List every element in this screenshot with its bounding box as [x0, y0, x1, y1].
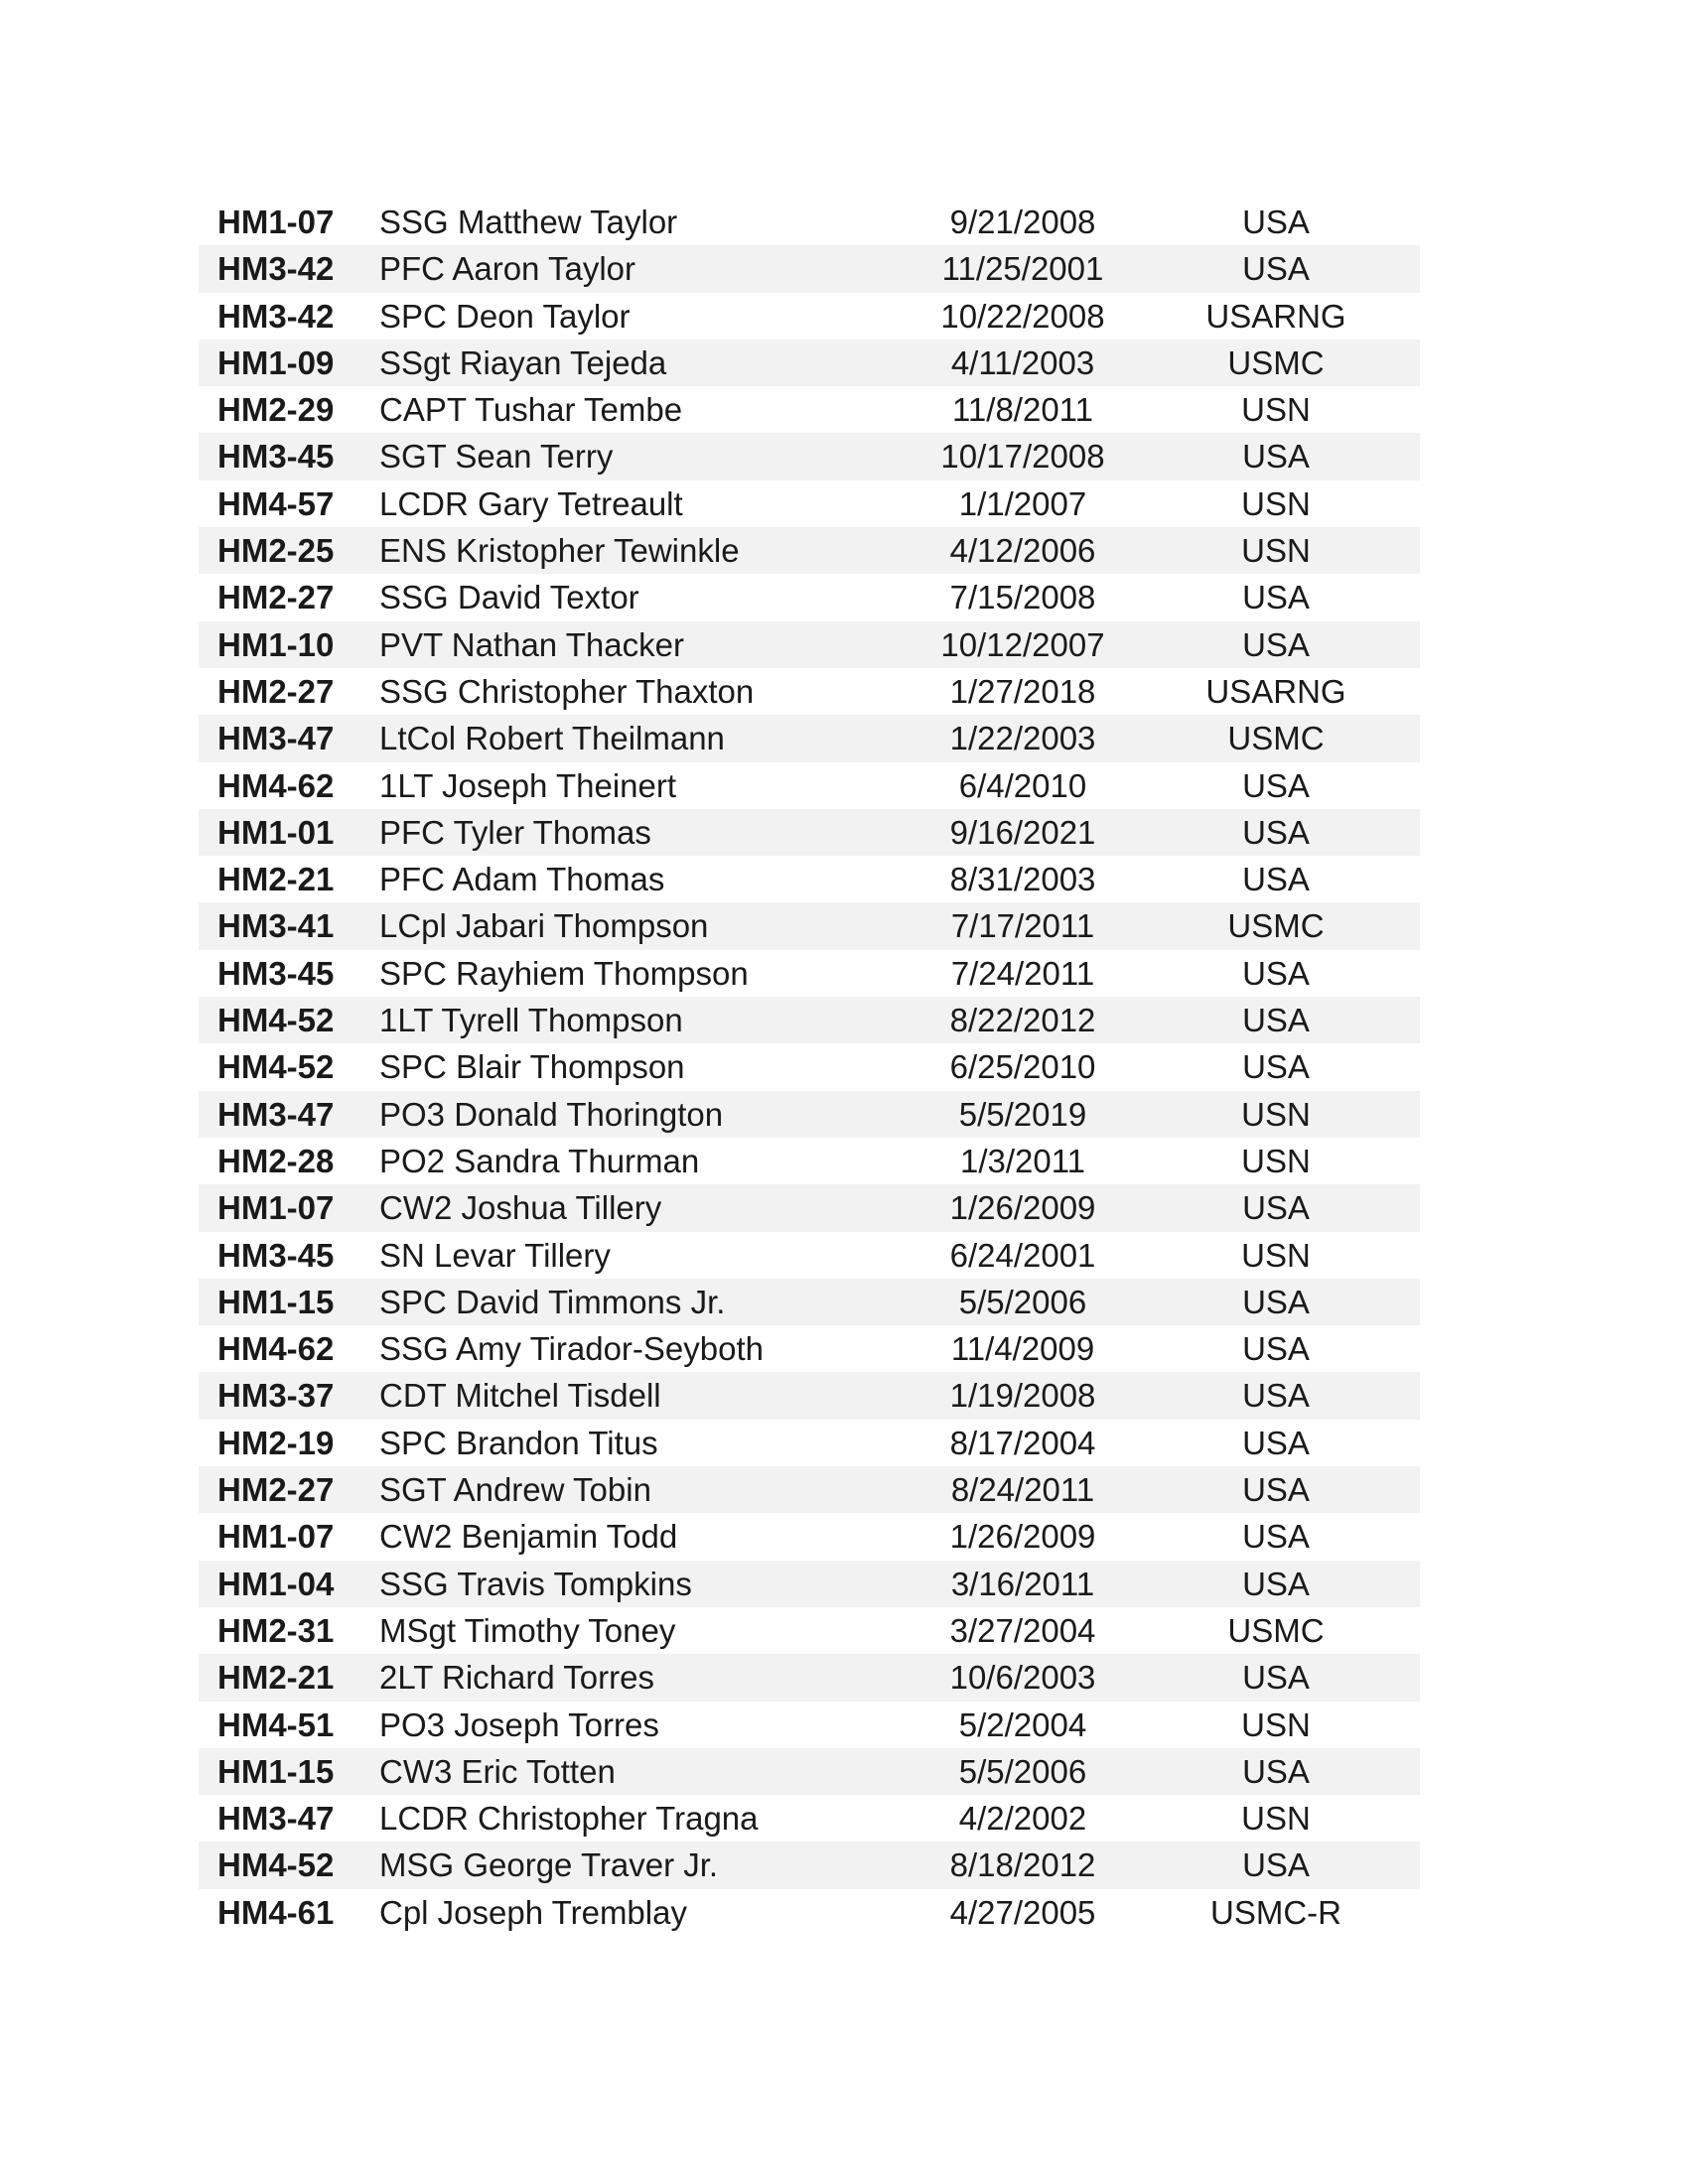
date-of-death: 6/24/2001: [949, 1236, 1096, 1274]
memorial-code: HM2-29: [217, 391, 335, 429]
service-branch: USMC-R: [1210, 1893, 1341, 1931]
honoree-name: PFC Tyler Thomas: [379, 813, 651, 851]
table-row: [199, 1184, 1420, 1231]
service-branch: USN: [1241, 532, 1311, 570]
memorial-code: HM4-62: [217, 766, 335, 804]
service-branch: USA: [1242, 861, 1310, 898]
table-row: [199, 1842, 1420, 1888]
service-branch: USA: [1242, 954, 1310, 992]
memorial-code: HM1-01: [217, 813, 335, 851]
table-row: [199, 997, 1420, 1043]
table-row: [199, 1513, 1420, 1560]
honoree-name: PO3 Donald Thorington: [379, 1095, 724, 1133]
service-branch: USA: [1242, 1565, 1310, 1602]
memorial-code: HM4-51: [217, 1706, 335, 1743]
date-of-death: 8/18/2012: [949, 1846, 1096, 1884]
honoree-name: MSgt Timothy Toney: [379, 1611, 676, 1649]
service-branch: USN: [1241, 1236, 1311, 1274]
memorial-code: HM3-47: [217, 1095, 335, 1133]
date-of-death: 4/2/2002: [958, 1800, 1087, 1838]
table-row: [199, 433, 1420, 479]
honoree-name: CW3 Eric Totten: [379, 1752, 616, 1790]
date-of-death: 5/5/2006: [958, 1283, 1087, 1320]
honoree-name: LCDR Gary Tetreault: [379, 484, 683, 522]
memorial-code: HM3-45: [217, 954, 335, 992]
date-of-death: 11/4/2009: [950, 1330, 1095, 1368]
table-row: [199, 386, 1420, 433]
service-branch: USA: [1242, 1189, 1310, 1227]
service-branch: USA: [1242, 438, 1310, 476]
memorial-code: HM4-57: [217, 484, 335, 522]
honoree-name: SN Levar Tillery: [379, 1236, 611, 1274]
honoree-name: Cpl Joseph Tremblay: [379, 1893, 687, 1931]
service-branch: USMC: [1227, 343, 1325, 381]
date-of-death: 4/11/2003: [950, 343, 1095, 381]
service-branch: USA: [1242, 1330, 1310, 1368]
memorial-code: HM4-52: [217, 1002, 335, 1039]
honoree-name: PO3 Joseph Torres: [379, 1706, 659, 1743]
service-branch: USMC: [1227, 907, 1325, 945]
date-of-death: 4/12/2006: [949, 532, 1096, 570]
table-row: [199, 1561, 1420, 1607]
table-row: [199, 1138, 1420, 1184]
service-branch: USA: [1242, 1846, 1310, 1884]
table-row: [199, 574, 1420, 620]
service-branch: USA: [1242, 766, 1310, 804]
table-row: [199, 245, 1420, 292]
honoree-name: ENS Kristopher Tewinkle: [379, 532, 740, 570]
date-of-death: 6/4/2010: [958, 766, 1087, 804]
honoree-name: LCpl Jabari Thompson: [379, 907, 709, 945]
honoree-name: SPC David Timmons Jr.: [379, 1283, 726, 1320]
memorial-code: HM2-25: [217, 532, 335, 570]
memorial-code: HM1-07: [217, 1189, 335, 1227]
memorial-code: HM1-15: [217, 1752, 335, 1790]
memorial-code: HM2-27: [217, 1471, 335, 1509]
date-of-death: 7/17/2011: [950, 907, 1095, 945]
honoree-name: PVT Nathan Thacker: [379, 625, 684, 663]
memorial-code: HM1-07: [217, 204, 335, 240]
roster-table: [199, 199, 1420, 1936]
date-of-death: 11/25/2001: [941, 250, 1104, 288]
memorial-code: HM2-27: [217, 579, 335, 616]
service-branch: USMC: [1227, 1611, 1325, 1649]
memorial-code: HM4-61: [217, 1893, 335, 1931]
date-of-death: 8/17/2004: [949, 1424, 1096, 1461]
table-row: [199, 1043, 1420, 1090]
table-row: [199, 1748, 1420, 1795]
date-of-death: 5/5/2006: [958, 1752, 1087, 1790]
memorial-code: HM4-52: [217, 1846, 335, 1884]
memorial-code: HM3-45: [217, 1236, 335, 1274]
date-of-death: 7/15/2008: [949, 579, 1096, 616]
service-branch: USMC: [1227, 720, 1325, 757]
table-row: [199, 1795, 1420, 1842]
date-of-death: 1/3/2011: [959, 1142, 1085, 1179]
memorial-code: HM2-21: [217, 1659, 335, 1697]
date-of-death: 4/27/2005: [949, 1893, 1096, 1931]
table-row: [199, 621, 1420, 668]
memorial-code: HM1-04: [217, 1565, 335, 1602]
memorial-code: HM1-10: [217, 625, 335, 663]
date-of-death: 1/27/2018: [949, 672, 1096, 710]
service-branch: USA: [1242, 1048, 1310, 1086]
service-branch: USA: [1242, 1518, 1310, 1556]
honoree-name: PFC Aaron Taylor: [379, 250, 636, 288]
service-branch: USA: [1242, 1752, 1310, 1790]
date-of-death: 1/26/2009: [949, 1518, 1096, 1556]
honoree-name: 2LT Richard Torres: [379, 1659, 654, 1697]
table-row: [199, 668, 1420, 715]
honoree-name: SPC Deon Taylor: [379, 297, 631, 335]
table-row: [199, 950, 1420, 997]
table-row: [199, 1607, 1420, 1654]
honoree-name: SGT Andrew Tobin: [379, 1471, 651, 1509]
service-branch: USA: [1242, 579, 1310, 616]
table-row: [199, 1654, 1420, 1701]
table-row: [199, 1702, 1420, 1748]
table-row: [199, 527, 1420, 574]
honoree-name: LtCol Robert Theilmann: [379, 720, 725, 757]
table-row: [199, 1091, 1420, 1138]
memorial-code: HM3-47: [217, 720, 335, 757]
table-row: [199, 1466, 1420, 1513]
service-branch: USA: [1242, 1002, 1310, 1039]
date-of-death: 8/22/2012: [949, 1002, 1096, 1039]
honoree-name: SGT Sean Terry: [379, 438, 614, 476]
memorial-code: HM4-52: [217, 1048, 335, 1086]
date-of-death: 3/27/2004: [949, 1611, 1096, 1649]
service-branch: USA: [1242, 1283, 1310, 1320]
table-row: [199, 340, 1420, 386]
table-row: [199, 715, 1420, 761]
date-of-death: 5/5/2019: [958, 1095, 1087, 1133]
honoree-name: PFC Adam Thomas: [379, 861, 665, 898]
memorial-code: HM3-42: [217, 250, 335, 288]
memorial-code: HM3-41: [217, 907, 335, 945]
table-row: [199, 809, 1420, 856]
service-branch: USA: [1242, 1659, 1310, 1697]
service-branch: USARNG: [1205, 672, 1346, 710]
date-of-death: 8/31/2003: [949, 861, 1096, 898]
table-row: [199, 762, 1420, 809]
service-branch: USA: [1242, 1377, 1310, 1415]
service-branch: USA: [1242, 813, 1310, 851]
table-row: [199, 1279, 1420, 1325]
table-row: [199, 199, 1420, 245]
memorial-code: HM3-47: [217, 1800, 335, 1838]
date-of-death: 1/22/2003: [949, 720, 1096, 757]
honoree-name: CDT Mitchel Tisdell: [379, 1377, 661, 1415]
date-of-death: 10/12/2007: [940, 625, 1105, 663]
honoree-name: CW2 Joshua Tillery: [379, 1189, 662, 1227]
honoree-name: SPC Rayhiem Thompson: [379, 954, 749, 992]
date-of-death: 11/8/2011: [952, 391, 1093, 429]
memorial-code: HM3-37: [217, 1377, 335, 1415]
date-of-death: 9/16/2021: [949, 813, 1096, 851]
service-branch: USN: [1241, 1800, 1311, 1838]
memorial-code: HM2-21: [217, 861, 335, 898]
memorial-code: HM4-62: [217, 1330, 335, 1368]
date-of-death: 10/22/2008: [940, 297, 1105, 335]
service-branch: USN: [1241, 1142, 1311, 1179]
date-of-death: 6/25/2010: [949, 1048, 1096, 1086]
honoree-name: SSG Amy Tirador-Seyboth: [379, 1330, 764, 1368]
honoree-name: LCDR Christopher Tragna: [379, 1800, 759, 1838]
honoree-name: 1LT Tyrell Thompson: [379, 1002, 683, 1039]
date-of-death: 7/24/2011: [950, 954, 1095, 992]
date-of-death: 5/2/2004: [958, 1706, 1087, 1743]
memorial-code: HM1-09: [217, 343, 335, 381]
table-row: [199, 1889, 1420, 1936]
service-branch: USA: [1242, 1424, 1310, 1461]
honoree-name: SSG Travis Tompkins: [379, 1565, 692, 1602]
table-row: [199, 856, 1420, 902]
memorial-code: HM1-15: [217, 1283, 335, 1320]
date-of-death: 8/24/2011: [950, 1471, 1095, 1509]
table-row: [199, 1372, 1420, 1419]
service-branch: USA: [1242, 204, 1310, 240]
memorial-code: HM2-19: [217, 1424, 335, 1461]
memorial-code: HM2-28: [217, 1142, 335, 1179]
service-branch: USN: [1241, 1095, 1311, 1133]
service-branch: USA: [1242, 625, 1310, 663]
honoree-name: CAPT Tushar Tembe: [379, 391, 683, 429]
honoree-name: 1LT Joseph Theinert: [379, 766, 677, 804]
service-branch: USA: [1242, 250, 1310, 288]
honoree-name: MSG George Traver Jr.: [379, 1846, 719, 1884]
service-branch: USA: [1242, 1471, 1310, 1509]
date-of-death: 9/21/2008: [949, 204, 1096, 240]
table-row: [199, 1232, 1420, 1279]
service-branch: USARNG: [1205, 297, 1346, 335]
honoree-name: SSG Matthew Taylor: [379, 204, 678, 240]
date-of-death: 10/6/2003: [949, 1659, 1096, 1697]
table-row: [199, 1420, 1420, 1466]
honoree-name: PO2 Sandra Thurman: [379, 1142, 700, 1179]
memorial-code: HM2-31: [217, 1611, 335, 1649]
honoree-name: SSgt Riayan Tejeda: [379, 343, 667, 381]
table-row: [199, 1325, 1420, 1372]
honoree-name: SPC Blair Thompson: [379, 1048, 685, 1086]
date-of-death: 1/26/2009: [949, 1189, 1096, 1227]
honoree-name: SSG Christopher Thaxton: [379, 672, 755, 710]
honoree-name: SSG David Textor: [379, 579, 639, 616]
table-row: [199, 902, 1420, 949]
date-of-death: 1/1/2007: [958, 484, 1087, 522]
honoree-name: SPC Brandon Titus: [379, 1424, 658, 1461]
memorial-code: HM3-42: [217, 297, 335, 335]
memorial-code: HM3-45: [217, 438, 335, 476]
memorial-code: HM2-27: [217, 672, 335, 710]
service-branch: USN: [1241, 391, 1311, 429]
date-of-death: 1/19/2008: [949, 1377, 1096, 1415]
table-row: [199, 480, 1420, 527]
table-row: [199, 293, 1420, 340]
date-of-death: 10/17/2008: [940, 438, 1105, 476]
service-branch: USN: [1241, 484, 1311, 522]
service-branch: USN: [1241, 1706, 1311, 1743]
date-of-death: 3/16/2011: [950, 1565, 1095, 1602]
honoree-name: CW2 Benjamin Todd: [379, 1518, 678, 1556]
memorial-code: HM1-07: [217, 1518, 335, 1556]
